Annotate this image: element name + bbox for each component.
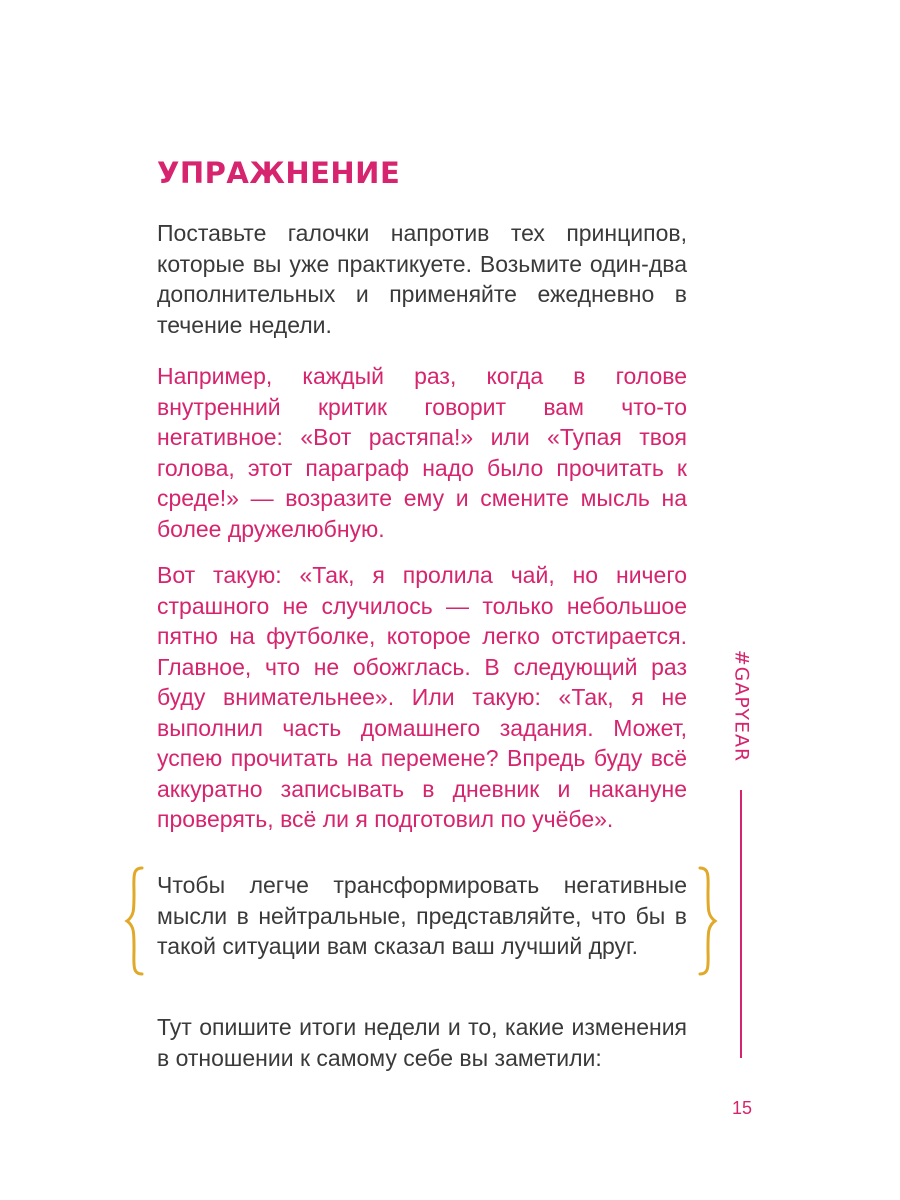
closing-paragraph: Тут опишите итоги недели и то, какие изменения в отношении к самому себе вы заметили:: [157, 1014, 687, 1071]
instructions-paragraph: Поставьте галочки напротив тех принципов, которые вы уже практикуете. Возьмите один-два дополнительных и применяйте ежедневно в течение недели.: [157, 220, 687, 338]
example-paragraph: Например, каждый раз, когда в голове внутренний критик говорит вам что-то негативное: «Вот растяпа!» или «Тупая твоя голова, этот параграф надо было прочитать к среде!» — возразите ему и смените мысль на более дружелюбную.: [157, 363, 687, 542]
page-number: 15: [732, 1098, 753, 1118]
side-hashtag-label: #GAPYEAR: [730, 649, 752, 763]
exercise-heading: УПРАЖНЕНИЕ: [157, 156, 401, 190]
left-curly-brace-icon: [124, 866, 148, 976]
side-hashtag: [721, 646, 761, 766]
example-quotes-paragraph: Вот такую: «Так, я пролила чай, но ничего страшного не случилось — только небольшое пятно на футболке, которое легко отстирается. Главное, что не обожглась. В следующий раз буду внимательнее». Или такую: «Так, я не выполнил часть домашнего задания. Может, успею прочитать на перемене? Впредь буду всё аккуратно записывать в дневник и накануне проверять, всё ли я подготовил по учёбе».: [157, 562, 687, 832]
tip-paragraph: Чтобы легче трансформировать негативные мысли в нейтральные, представляйте, что бы в такой ситуации вам сказал ваш лучший друг.: [157, 872, 687, 959]
right-curly-brace-icon: [694, 866, 718, 976]
side-divider-line: [740, 790, 742, 1058]
